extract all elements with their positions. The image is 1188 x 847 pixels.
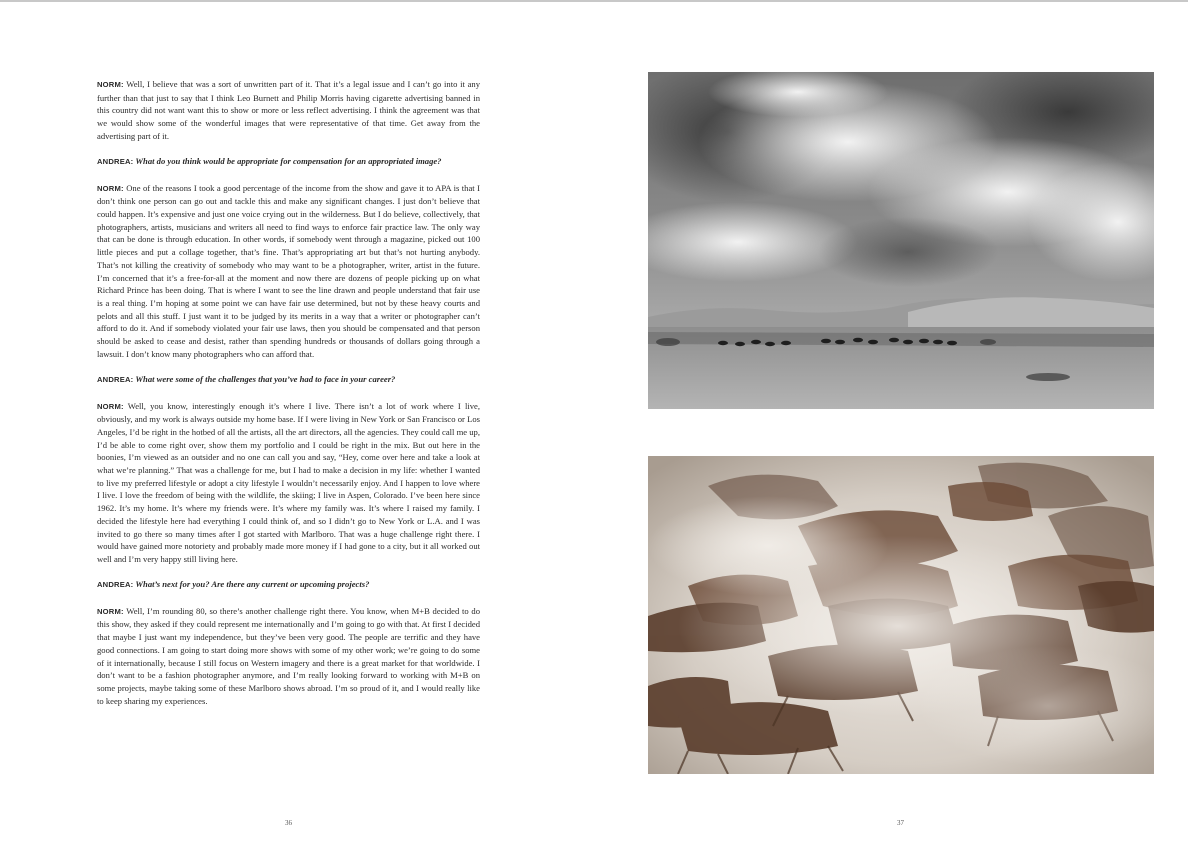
paragraph-text: Well, I believe that was a sort of unwritten part of it. That it’s a legal issue and I can’t go into it any further than that just to say that I think Leo Burnett and Philip Morris having cigarette advertising banned in this country did not want want this to show or more or less reflect advertising. I think the agreement was that we would show some of the wonderful images that were representative of that time. Get away from the advertising part of it. [97, 79, 480, 141]
question-text: What’s next for you? Are there any current or upcoming projects? [133, 579, 370, 590]
speaker-label: NORM: [97, 80, 124, 89]
question-paragraph-2 [97, 373, 480, 387]
article-text-column [97, 78, 480, 720]
speaker-label: NORM: [97, 183, 124, 193]
answer-paragraph-2 [97, 182, 480, 361]
page-number-right: 37 [897, 819, 904, 827]
paragraph-text: Well, I’m rounding 80, so there’s another challenge right there. You know, when M+B decided to do this show, they asked if they could represent me internationally and I’m going to go with that. At first I decided that maybe I just want my independence, but they’ve been very good. The people are terrific and they have good connections. I am going to start doing more shows with some of my other work; we’re going to do some of it internationally, because I still focus on Western imagery and there is a great market for that worldwide. I don’t want to be a fashion photographer anymore, and I’m really looking forward to working with M+B on some projects, maybe taking some of these Marlboro shows abroad. I’m so proud of it, and I would really like to keep sharing my experiences. [97, 605, 480, 706]
question-text: What were some of the challenges that you’ve had to face in your career? [133, 374, 396, 385]
question-paragraph-1 [97, 155, 480, 169]
answer-paragraph-1 [97, 78, 480, 143]
speaker-label: ANDREA: [97, 580, 134, 590]
speaker-label: NORM: [97, 606, 124, 616]
answer-paragraph-3 [97, 400, 480, 566]
speaker-label: ANDREA: [97, 157, 134, 167]
horses-dust-photo [648, 456, 1154, 774]
paragraph-text: Well, you know, interestingly enough it’s where I live. There isn’t a lot of work where I live, obviously, and my work is always outside my home base. If I were living in New York or San Francisco or Los Angeles, I’d be right in the hotbed of all the artists, all the art directors, all the agencies. They could call me up, I’d be able to come right over, show them my portfolio and I could be right in the mix. But out here in the boonies, I’m viewed as an outsider and no one can call you and say, “Hey, come over here and take a look at what we’re planning.” That was a challenge for me, but I had to make a decision in my life: whether I wanted to live my preferred lifestyle or adopt a city lifestyle I wouldn’t necessarily enjoy. And I happen to love where I live. I love the freedom of being with the wildlife, the skiing; I live in Aspen, Colorado. I’ve been here since 1962. It’s my home. It’s where my friends were. It’s where my family was. It’s where I raised my family. I decided the lifestyle here had everything I could think of, and so I didn’t go to New York or L.A. and I was invited to go there so many times after I got started with Marlboro. That was a huge challenge right there. I would have gained more notoriety and probably made more money if I had gone to a city, but it all worked out well and I’m very happy still living here. [97, 400, 480, 564]
speaker-label: NORM: [97, 401, 124, 411]
paragraph-text: One of the reasons I took a good percentage of the income from the show and gave it to APA is that I don’t think one person can go out and tackle this and make any significant changes. I just don’t believe that could happen. It’s expensive and just one voice crying out in the wilderness. But I do believe, collectively, that photographers, artists, musicians and writers all need to find ways to enforce fair practice law. The only way that can be done is through education. In other words, if somebody went through a magazine, picked out 100 little pieces and put a collage together, that’s fine. That’s appropriating art but that’s not hurting anybody. That’s not killing the creativity of somebody who may want to be a photographer, writer, artist in the future. I’m concerned that it’s a free-for-all at the moment and now there are dozens of people picking up on what Richard Prince has been doing. That is where I want to see the line drawn and people understand that fair use is a real thing. I’m hoping at some point we can have fair use determined, but not by these heavy courts and pelots and all this stuff. I just want it to be judged by its merits in a way that a writer or photographer can’t afford to do it. And if somebody violated your fair use laws, then you should be compensated and that person should be asked to cease and desist, rather than spending hundreds or thousands of dollars going through a lawsuit. I don’t know many photographers who can afford that. [97, 182, 480, 359]
speaker-label: ANDREA: [97, 375, 134, 385]
question-paragraph-3 [97, 578, 480, 592]
top-rule [0, 0, 1188, 2]
page-number-left: 36 [285, 819, 292, 827]
answer-paragraph-4 [97, 605, 480, 708]
question-text: What do you think would be appropriate for compensation for an appropriated image? [133, 156, 442, 167]
landscape-horses-photo [648, 72, 1154, 409]
